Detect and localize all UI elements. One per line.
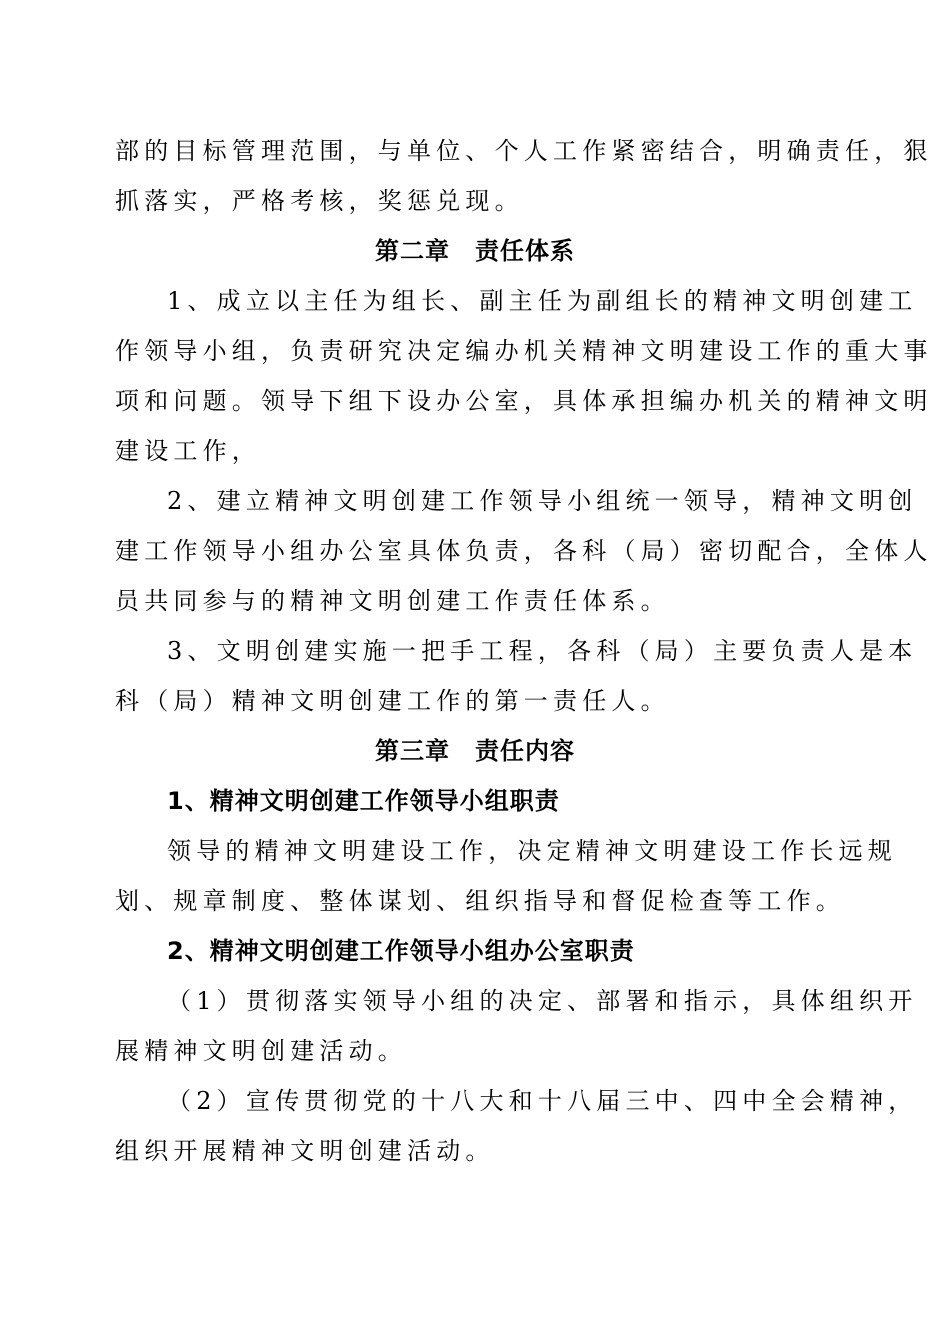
paragraph-line: 1、成立以主任为组长、副主任为副组长的精神文明创建工: [167, 287, 918, 315]
paragraph-line: 项和问题。领导下组下设办公室，具体承担编办机关的精神文明: [115, 387, 933, 415]
paragraph-line: 部的目标管理范围，与单位、个人工作紧密结合，明确责任，狠: [115, 137, 933, 165]
paragraph-line: 建工作领导小组办公室具体负责，各科（局）密切配合，全体人: [115, 537, 933, 565]
paragraph-line: 领导的精神文明建设工作，决定精神文明建设工作长远规: [167, 837, 897, 865]
section-heading: 1、精神文明创建工作领导小组职责: [167, 787, 560, 815]
paragraph-line: 作领导小组，负责研究决定编办机关精神文明建设工作的重大事: [115, 337, 933, 365]
paragraph-line: 3、文明创建实施一把手工程，各科（局）主要负责人是本: [167, 637, 918, 665]
paragraph-line: 建设工作，: [115, 437, 261, 465]
section-heading: 2、精神文明创建工作领导小组办公室职责: [167, 937, 635, 965]
paragraph-line: 展精神文明创建活动。: [115, 1037, 407, 1065]
chapter-heading-3: 第三章 责任内容: [375, 737, 575, 765]
paragraph-line: 2、建立精神文明创建工作领导小组统一领导，精神文明创: [167, 487, 918, 515]
paragraph-line: （1）贯彻落实领导小组的决定、部署和指示，具体组织开: [167, 987, 918, 1015]
paragraph-line: 员共同参与的精神文明创建工作责任体系。: [115, 587, 670, 615]
paragraph-line: 划、规章制度、整体谋划、组织指导和督促检查等工作。: [115, 887, 845, 915]
paragraph-line: 科（局）精神文明创建工作的第一责任人。: [115, 687, 670, 715]
chapter-heading-2: 第二章 责任体系: [375, 237, 575, 265]
paragraph-line: 抓落实，严格考核，奖惩兑现。: [115, 187, 524, 215]
paragraph-line: （2）宣传贯彻党的十八大和十八届三中、四中全会精神，: [167, 1087, 918, 1115]
paragraph-line: 组织开展精神文明创建活动。: [115, 1137, 495, 1165]
